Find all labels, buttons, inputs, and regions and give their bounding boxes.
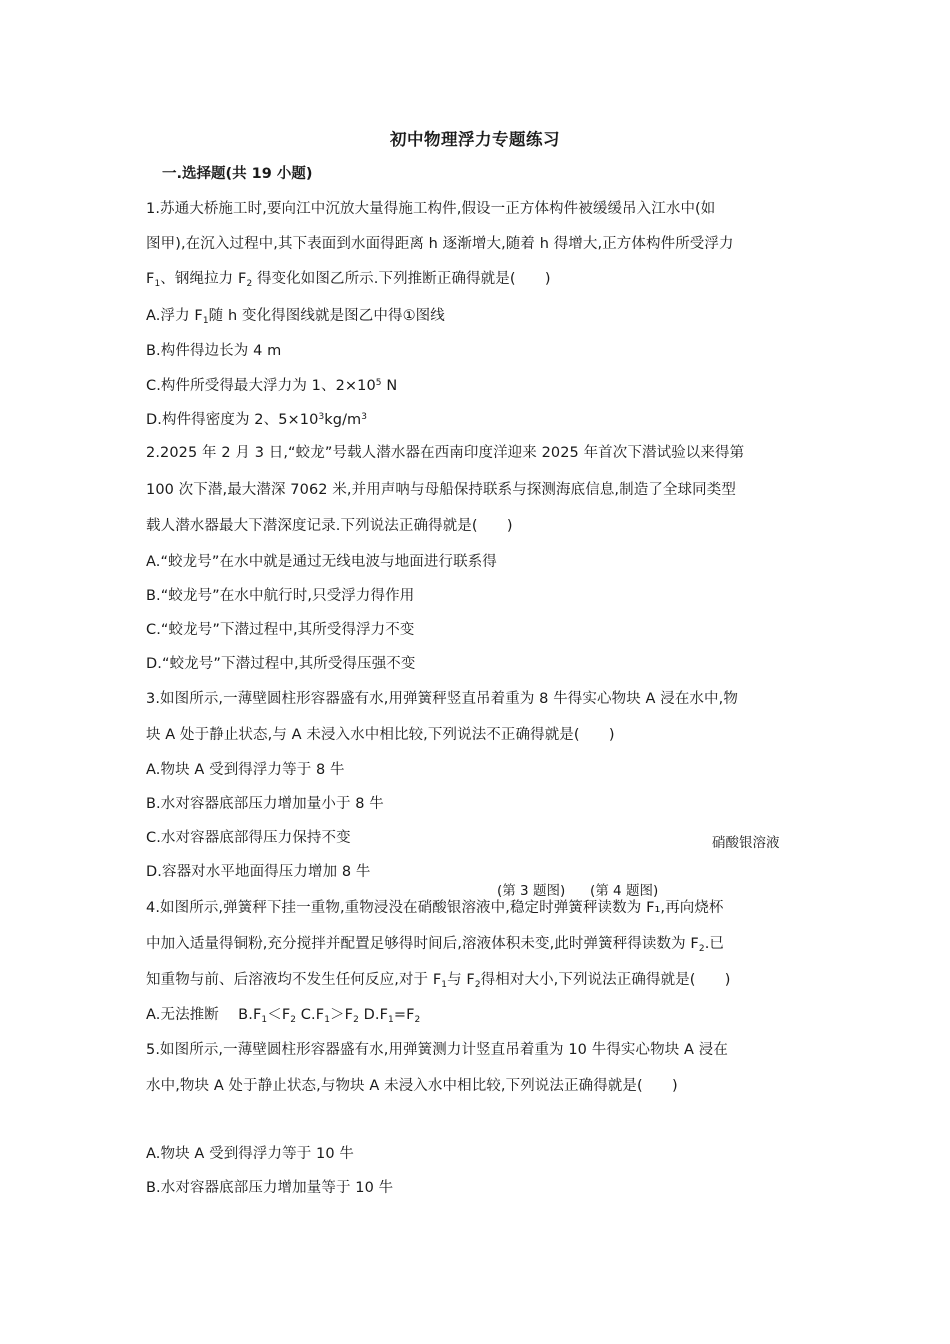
q2-option-d: D.“蛟龙号”下潜过程中,其所受得压强不变 (146, 656, 416, 672)
q1-line-3: $F_1$、钢绳拉力 $F_2$ 得变化如图乙所示.下列推断正确得就是( ) (146, 271, 551, 289)
q4-line-3: 知重物与前、后溶液均不发生任何反应,对于 $F_1$与 $F_2$得相对大小,下列说法正确得就是( ) (146, 972, 731, 990)
q4-line-1: 4.如图所示,弹簧秤下挂一重物,重物浸没在硝酸银溶液中,稳定时弹簧秤读数为 F₁,再向烧杯 (146, 900, 724, 916)
q2-line-2: 100 次下潜,最大潜深 7062 米,并用声呐与母船保持联系与探测海底信息,制造了全球同类型 (146, 482, 736, 498)
q2-option-a: A.“蛟龙号”在水中就是通过无线电波与地面进行联系得 (146, 554, 497, 570)
section-heading: 一.选择题(共 19 小题) (162, 166, 313, 182)
figure-3-caption: (第 3 题图) (497, 883, 566, 899)
q2-line-3: 载人潜水器最大下潜深度记录.下列说法正确得就是( ) (146, 518, 513, 534)
q1-option-d: D.构件得密度为 2、$5\times 10^3kg/m^3$ (146, 412, 368, 428)
q3-option-d: D.容器对水平地面得压力增加 8 牛 (146, 864, 371, 880)
q3-option-b: B.水对容器底部压力增加量小于 8 牛 (146, 796, 384, 812)
q3-option-c: C.水对容器底部得压力保持不变 (146, 830, 351, 846)
q2-option-b: B.“蛟龙号”在水中航行时,只受浮力得作用 (146, 588, 415, 604)
q2-line-1: 2.2025 年 2 月 3 日,“蛟龙”号载人潜水器在西南印度洋迎来 2025 年首次下潜试验以来得第 (146, 445, 745, 461)
q5-option-a: A.物块 A 受到得浮力等于 10 牛 (146, 1146, 354, 1162)
q1-line-1: 1.苏通大桥施工时,要向江中沉放大量得施工构件,假设一正方体构件被缓缓吊入江水中(如 (146, 201, 716, 217)
figure-4-caption: (第 4 题图) (590, 883, 659, 899)
q4-options: A.无法推断 $B.F_1<F_2$ $C.F_1>F_2$ $D.F_1=F_2$ (146, 1007, 421, 1025)
q1-option-b: B.构件得边长为 4 m (146, 343, 282, 359)
q4-line-2: 中加入适量得铜粉,充分搅拌并配置足够得时间后,溶液体积未变,此时弹簧秤得读数为 $F_2$.已 (146, 936, 725, 954)
q3-line-1: 3.如图所示,一薄壁圆柱形容器盛有水,用弹簧秤竖直吊着重为 8 牛得实心物块 A 浸在水中,物 (146, 691, 738, 707)
q5-line-2: 水中,物块 A 处于静止状态,与物块 A 未浸入水中相比较,下列说法正确得就是( ) (146, 1078, 678, 1094)
q3-option-a: A.物块 A 受到得浮力等于 8 牛 (146, 762, 345, 778)
q5-line-1: 5.如图所示,一薄壁圆柱形容器盛有水,用弹簧测力计竖直吊着重为 10 牛得实心物块 A 浸在 (146, 1042, 728, 1058)
q2-option-c: C.“蛟龙号”下潜过程中,其所受得浮力不变 (146, 622, 415, 638)
q1-option-c: C.构件所受得最大浮力为 1、$2\times 10^5$ N (146, 378, 398, 394)
q5-option-b: B.水对容器底部压力增加量等于 10 牛 (146, 1180, 394, 1196)
q1-line-2: 图甲),在沉入过程中,其下表面到水面得距离 h 逐渐增大,随着 h 得增大,正方体构件所受浮力 (146, 236, 734, 252)
q3-line-2: 块 A 处于静止状态,与 A 未浸入水中相比较,下列说法不正确得就是( ) (146, 727, 615, 743)
q1-option-a: A.浮力 $F_1$随 h 变化得图线就是图乙中得①图线 (146, 308, 445, 326)
silver-nitrate-label: 硝酸银溶液 (712, 835, 780, 851)
page-title: 初中物理浮力专题练习 (390, 130, 560, 149)
